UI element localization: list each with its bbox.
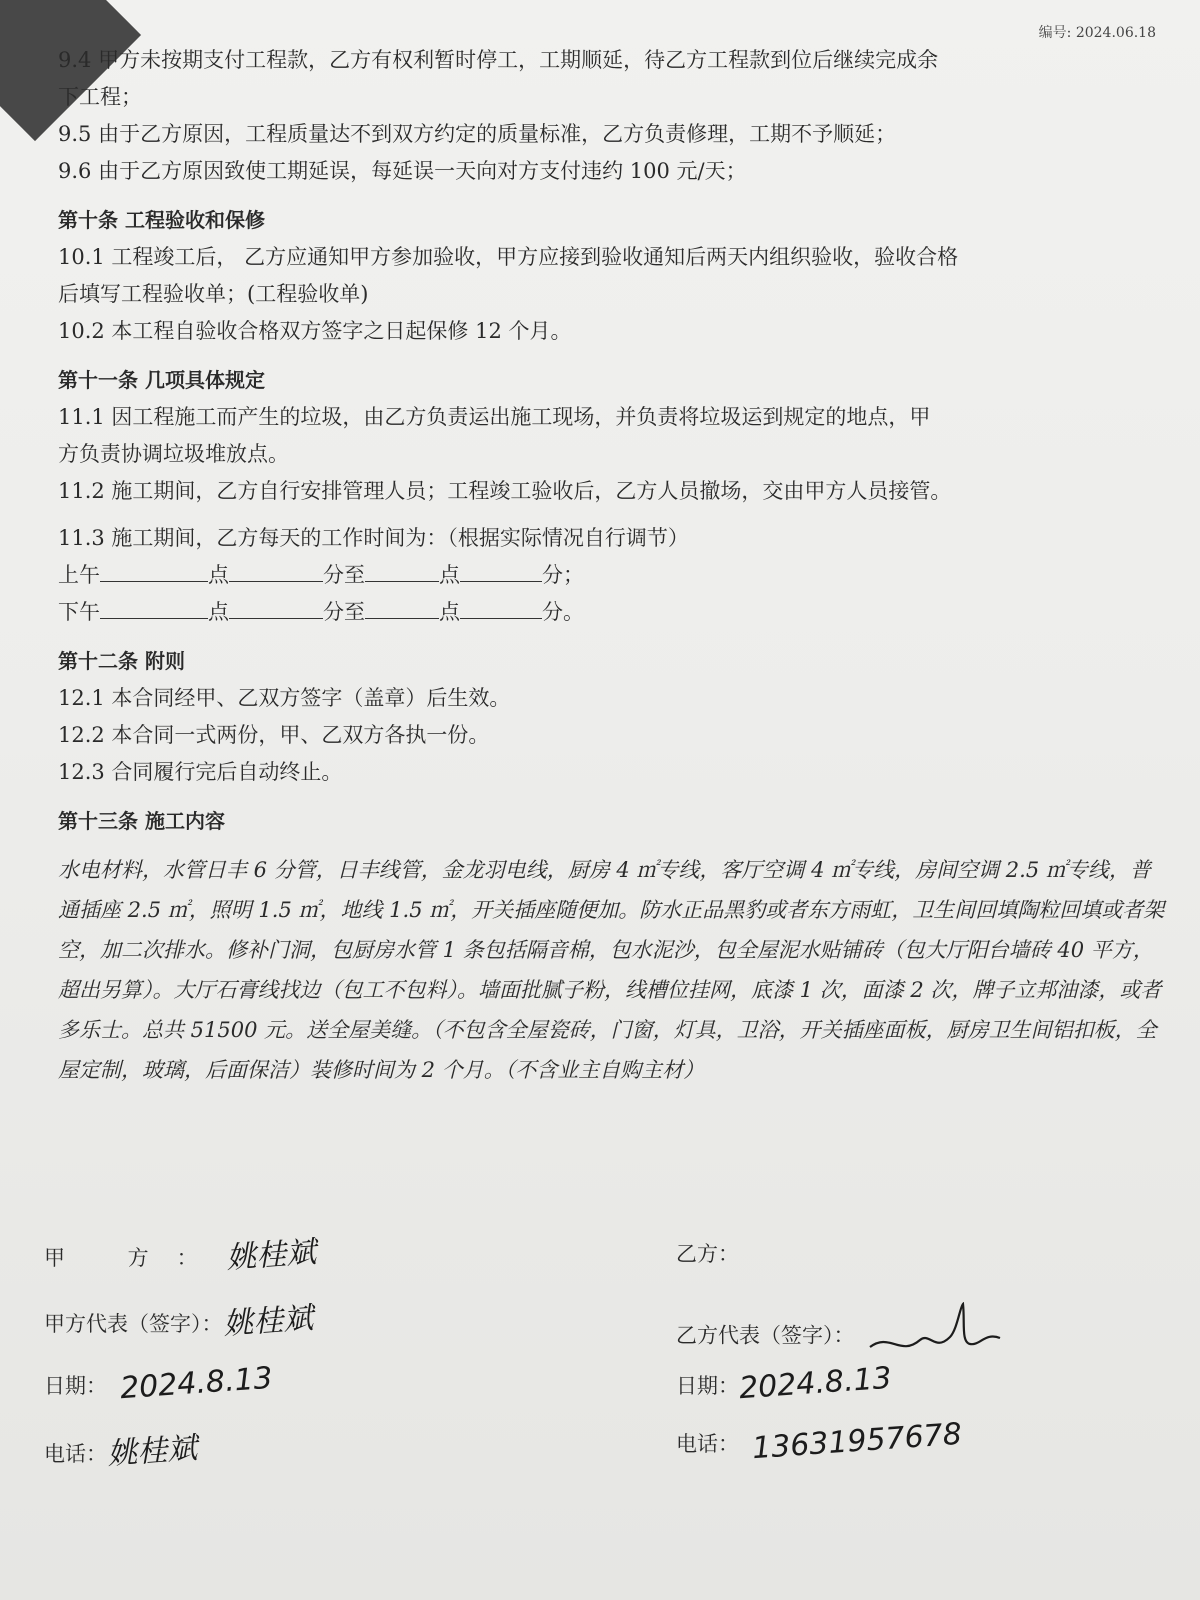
clause-9-5: 9.5 由于乙方原因，工程质量达不到双方约定的质量标准，乙方负责修理，工期不予顺延；: [58, 122, 897, 146]
party-b-rep-row: [676, 1302, 1005, 1372]
clause-11-3: 11.3 施工期间，乙方每天的工作时间为：（根据实际情况自行调节）: [58, 526, 689, 550]
clause-9-4-cont: 下工程；: [58, 85, 142, 109]
party-a-phone-label: 电话：: [44, 1442, 107, 1466]
party-a-label: 甲 方：: [44, 1246, 226, 1270]
party-a-date-row: [44, 1360, 275, 1407]
clause-10-1-cont: 后填写工程验收单；(工程验收单): [58, 282, 369, 306]
pm-hour2-unit: 点: [439, 600, 460, 624]
work-hours-pm: [58, 594, 1168, 631]
party-b-date-row: [676, 1360, 893, 1407]
section-13-title: 第十三条 施工内容: [58, 809, 225, 833]
contract-body: [58, 42, 1168, 1090]
party-a-phone: 姚桂斌: [106, 1430, 199, 1473]
am-end-hour-blank: [365, 557, 439, 582]
party-a-rep-row: [44, 1296, 314, 1343]
party-a-row: [44, 1230, 318, 1277]
party-a-date: 2024.8.13: [119, 1360, 275, 1407]
am-end: 分；: [542, 563, 584, 587]
section-12-title: 第十二条 附则: [58, 649, 185, 673]
am-start-minute-blank: [229, 557, 323, 582]
party-b-phone-label: 电话：: [676, 1432, 739, 1456]
clause-9-6: 9.6 由于乙方原因致使工期延误，每延误一天向对方支付违约 100 元/天；: [58, 159, 747, 183]
pm-minute-to: 分至: [323, 600, 365, 624]
am-start-hour-blank: [100, 557, 208, 582]
clause-12-3: 12.3 合同履行完后自动终止。: [58, 760, 343, 784]
am-hour2-unit: 点: [439, 563, 460, 587]
party-b-date-label: 日期：: [676, 1374, 739, 1398]
am-minute-to: 分至: [323, 563, 365, 587]
party-b-phone: 13631957678: [751, 1416, 964, 1467]
party-b-label: 乙方：: [676, 1242, 739, 1266]
party-b-date: 2024.8.13: [737, 1360, 893, 1407]
party-b-row: [676, 1238, 739, 1268]
clause-11-1-cont: 方负责协调垃圾堆放点。: [58, 442, 289, 466]
pm-end-minute-blank: [460, 594, 542, 619]
party-b-rep-label: 乙方代表（签字）：: [676, 1323, 855, 1348]
clause-10-2: 10.2 本工程自验收合格双方签字之日起保修 12 个月。: [58, 319, 572, 343]
party-a-rep-label: 甲方代表（签字）：: [44, 1312, 223, 1336]
am-hour-unit: 点: [208, 563, 229, 587]
clause-11-2: 11.2 施工期间，乙方自行安排管理人员；工程竣工验收后，乙方人员撤场，交由甲方人员接管。: [58, 479, 952, 503]
party-b-phone-row: [676, 1416, 964, 1467]
am-end-minute-blank: [460, 557, 542, 582]
pm-hour-unit: 点: [208, 600, 229, 624]
clause-12-1: 12.1 本合同经甲、乙双方签字（盖章）后生效。: [58, 686, 511, 710]
pm-label: 下午: [58, 600, 100, 624]
am-label: 上午: [58, 563, 100, 587]
pm-end: 分。: [542, 600, 584, 624]
section-10-title: 第十条 工程验收和保修: [58, 208, 265, 232]
pm-end-hour-blank: [365, 594, 439, 619]
clause-10-1: 10.1 工程竣工后， 乙方应通知甲方参加验收，甲方应接到验收通知后两天内组织验收，验收合格: [58, 245, 959, 269]
clause-11-1: 11.1 因工程施工而产生的垃圾，由乙方负责运出施工现场，并负责将垃圾运到规定的地点，甲: [58, 405, 931, 429]
section-11-title: 第十一条 几项具体规定: [58, 368, 265, 392]
construction-scope-text: 水电材料，水管日丰 6 分管，日丰线管，金龙羽电线，厨房 4 ㎡专线，客厅空调 4 ㎡专线，房间空调 2.5 ㎡专线，普通插座 2.5 ㎡，照明 1.5 ㎡，地线 1.5 ㎡，开关插座随便加。防水正品黑豹或者东方雨虹，卫生间回填陶粒回填或者架空，加二次排水。修补门洞，包厨房水管 1 条包括隔音棉，包水泥沙，包全屋泥水贴铺砖（包大厅阳台墙砖 40 平方，超出另算）。大厅石膏线找边（包工不包料）。墙面批腻子粉，线槽位挂网，底漆 1 次，面漆 2 次，牌子立邦油漆，或者多乐士。总共 51500 元。送全屋美缝。（不包含全屋瓷砖，门窗，灯具，卫浴，开关插座面板，厨房卫生间铝扣板，全屋定制，玻璃，后面保洁）装修时间为 2 个月。（不含业主自购主材）: [58, 858, 1165, 1082]
serial-number: 编号: 2024.06.18: [1038, 25, 1156, 41]
clause-12-2: 12.2 本合同一式两份，甲、乙双方各执一份。: [58, 723, 490, 747]
party-a-rep-signature: 姚桂斌: [221, 1300, 314, 1343]
pm-start-minute-blank: [229, 594, 323, 619]
work-hours-am: [58, 557, 1168, 594]
party-a-date-label: 日期：: [44, 1374, 107, 1398]
clause-9-4: 9.4 甲方未按期支付工程款，乙方有权利暂时停工，工期顺延，待乙方工程款到位后继续完成余: [58, 48, 939, 72]
party-a-phone-row: [44, 1426, 199, 1473]
party-a-signature: 姚桂斌: [224, 1234, 318, 1277]
pm-start-hour-blank: [100, 594, 208, 619]
